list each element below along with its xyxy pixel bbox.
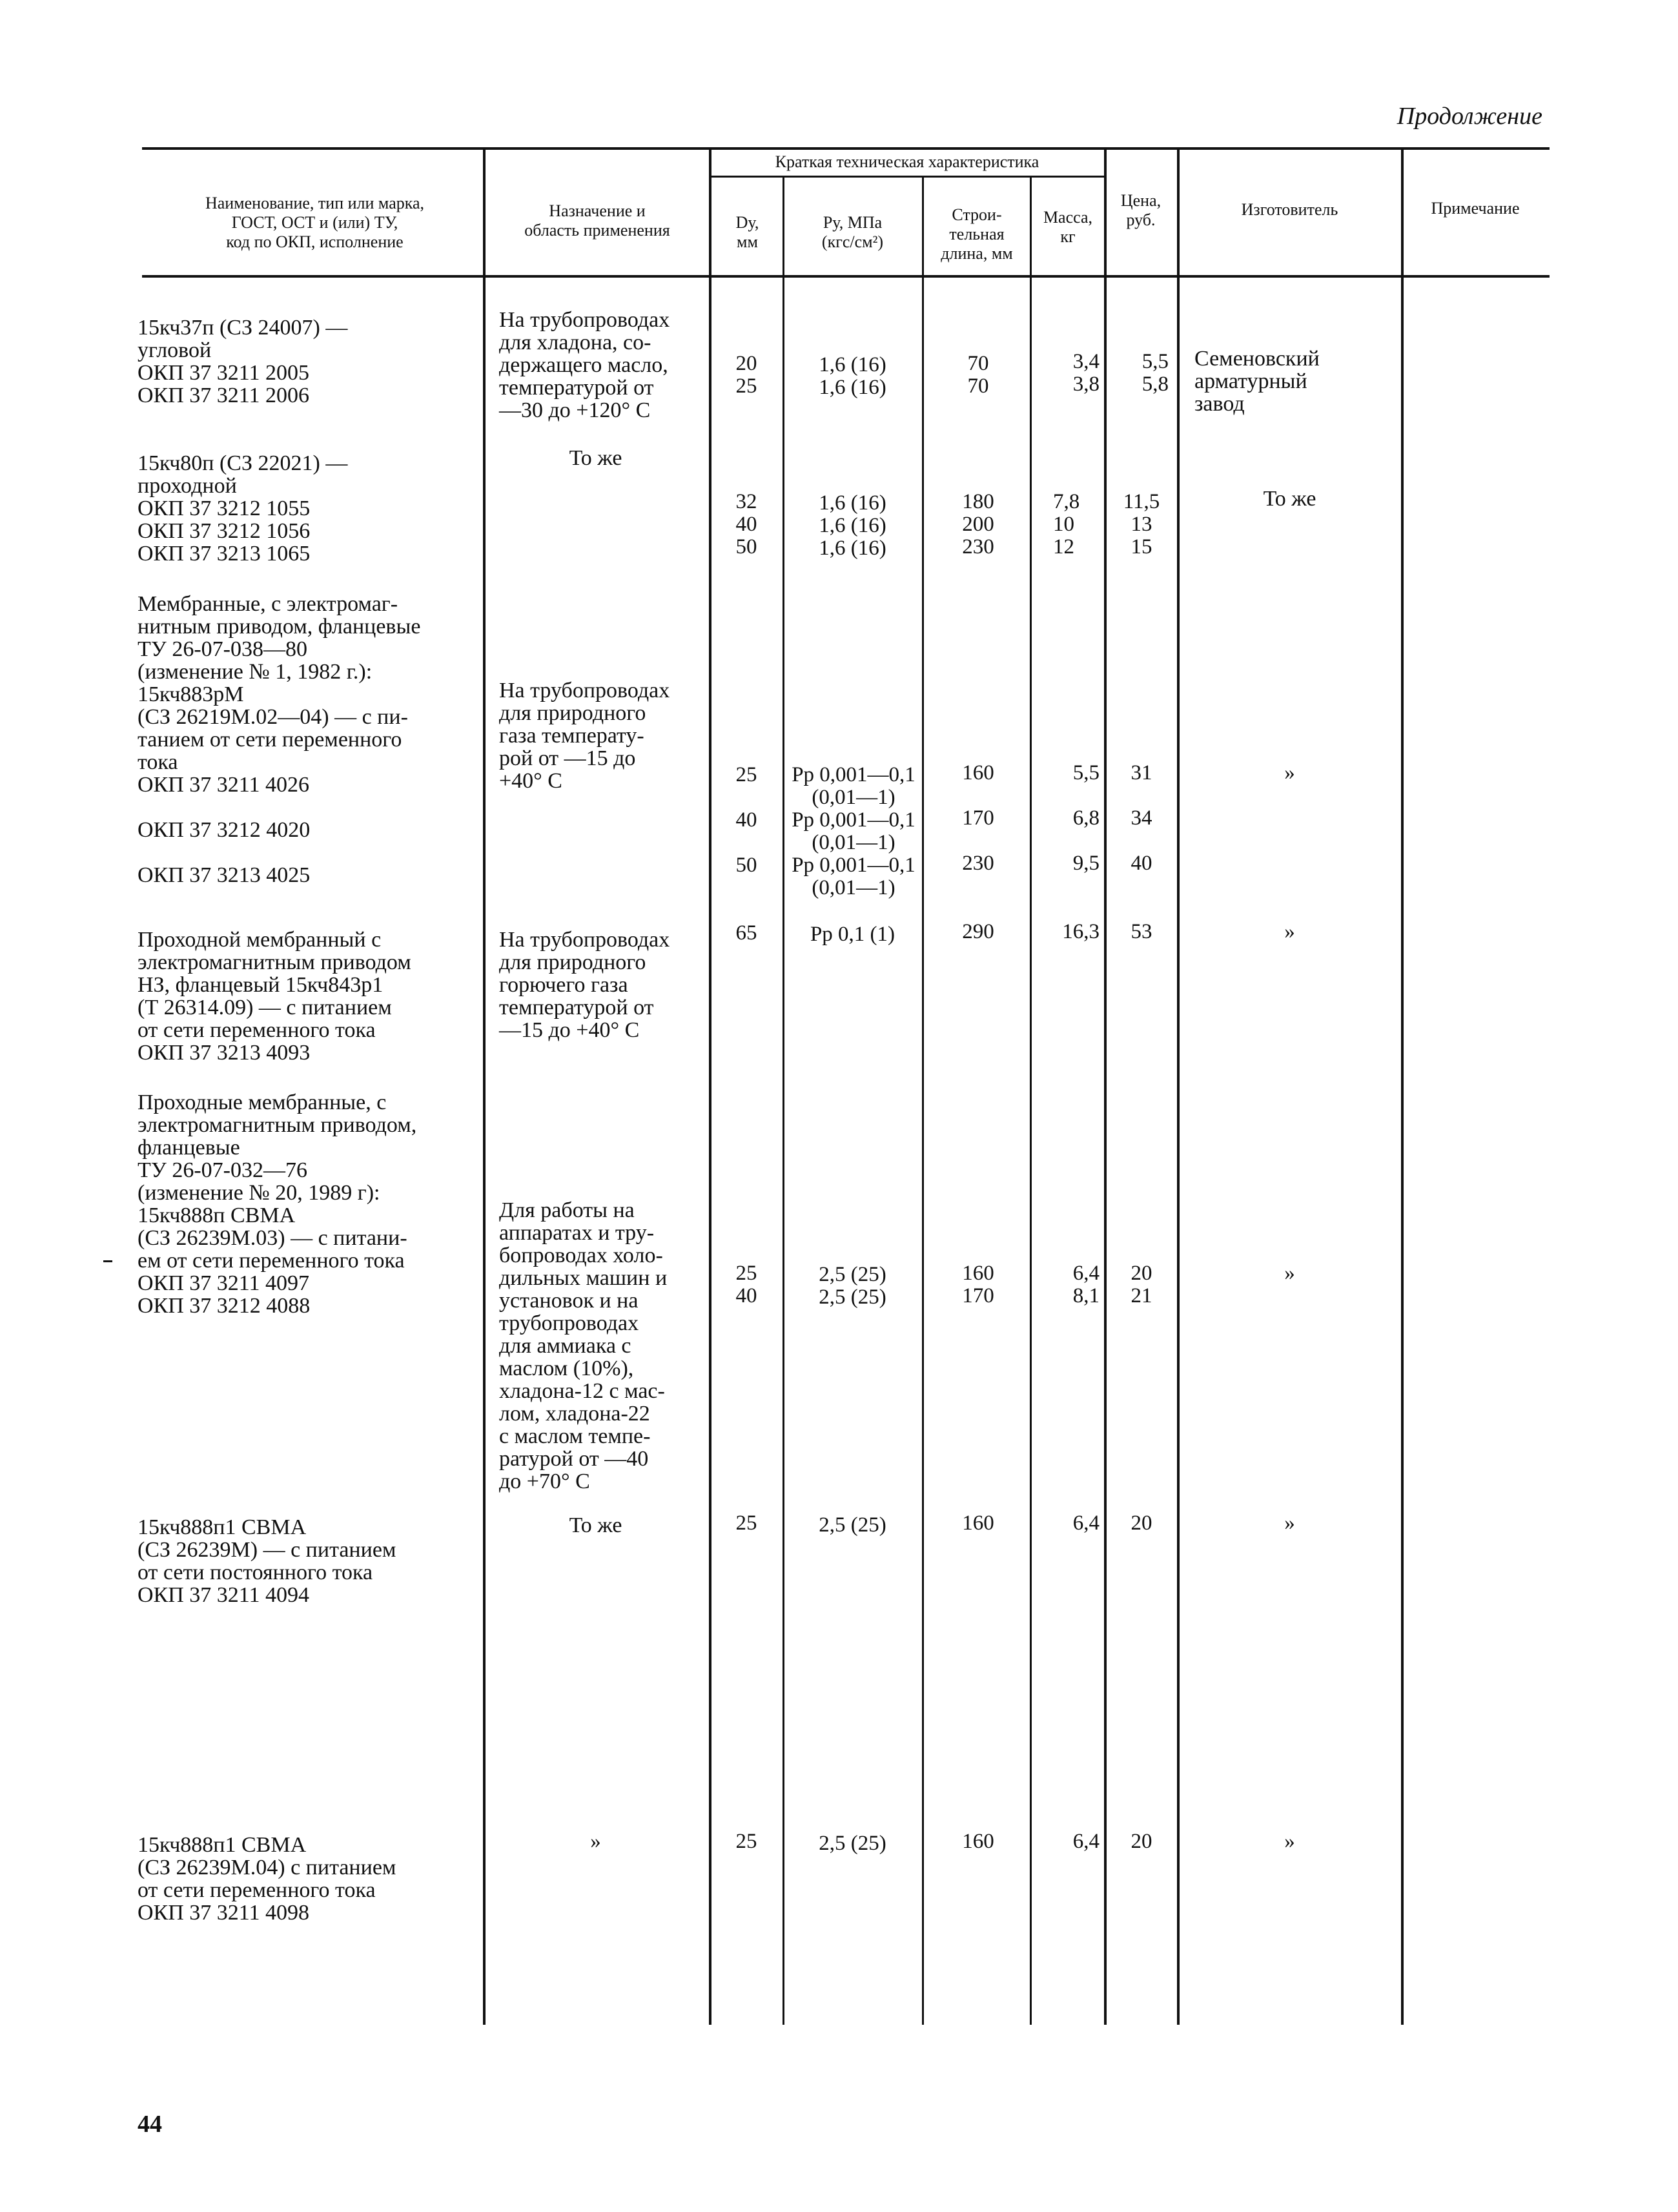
row-5-purpose: То же [569,1513,622,1537]
row-3-name: Проходной мембранный с электромагнитным приводом НЗ, фланцевый 15кч843р1 (Т 26314.09) — с питанием от сети переменного тока ОКП 37 3213 4093 [138,928,411,1065]
row-2-py: Pр 0,001—0,1 (0,01—1) Pр 0,001—0,1 (0,01—1) Pр 0,001—0,1 (0,01—1) [792,763,916,899]
row-3-dy: 65 [735,921,757,945]
col-divider-7 [1177,147,1180,2025]
table-top-rule [142,147,1550,150]
row-2-purpose: На трубопроводах для природного газа температу- рой от —15 до +40° С [499,679,670,793]
row-5-py: 2,5 (25) [819,1513,886,1537]
row-5-maker: » [1284,1511,1295,1535]
row-6-mass: 6,4 [1072,1830,1100,1853]
tech-group-rule [710,176,1105,178]
row-1-py: 1,6 (16) 1,6 (16) 1,6 (16) [819,491,886,560]
continuation-label: Продолжение [1397,103,1542,130]
row-0-mass: 3,4 3,8 [1072,350,1100,396]
row-4-dy: 25 40 [735,1262,757,1307]
header-purpose: Назначение и область применения [524,201,670,240]
row-2-name: Мембранные, с электромаг- нитным приводом, фланцевые ТУ 26-07-038—80 (изменение № 1, 1982 г.): 15кч883рМ (СЗ 26219М.02—04) — с пи- танием от сети переменного тока ОКП 37 3211 4026 ОКП 37 3212 4020 ОКП 37 3213 4025 [138,592,421,887]
row-0-dy: 20 25 [735,352,757,398]
col-divider-8 [1401,147,1404,2025]
row-0-price: 5,5 5,8 [1141,350,1169,396]
col-divider-2 [709,147,711,2025]
page-number: 44 [138,2111,162,2138]
row-2-dy: 25 40 50 [735,763,757,877]
row-6-maker: » [1284,1830,1295,1853]
row-3-purpose: На трубопроводах для природного горючего газа температурой от —15 до +40° С [499,928,670,1042]
row-6-name: 15кч888п1 СВМА (СЗ 26239М.04) с питанием от сети переменного тока ОКП 37 3211 4098 [138,1833,396,1925]
col-divider-6 [1104,147,1107,2025]
row-1-purpose: То же [569,446,622,470]
row-5-name: 15кч888п1 СВМА (СЗ 26239М) — с питанием от сети постоянного тока ОКП 37 3211 4094 [138,1515,396,1607]
row-3-py: Pр 0,1 (1) [810,923,895,946]
row-5-length: 160 [962,1511,994,1535]
header-price: Цена, руб. [1120,191,1161,229]
row-3-maker: » [1284,920,1295,943]
row-4-py: 2,5 (25) 2,5 (25) [819,1263,886,1309]
row-4-maker: » [1284,1262,1295,1285]
row-1-mass: 7,8 10 12 [1053,490,1080,558]
header-length: Строи- тельная длина, мм [941,205,1013,263]
row-2-mass: 5,5 6,8 9,5 [1072,761,1100,875]
row-6-purpose: » [590,1830,601,1853]
row-2-maker: » [1284,761,1295,784]
row-4-length: 160 170 [962,1262,994,1307]
col-divider-5 [1030,176,1032,2025]
row-0-name: 15кч37п (СЗ 24007) — угловой ОКП 37 3211 2005 ОКП 37 3211 2006 [138,316,348,407]
header-bottom-rule [142,275,1550,278]
row-4-mass: 6,4 8,1 [1072,1262,1100,1307]
row-1-dy: 32 40 50 [735,490,757,558]
row-3-mass: 16,3 [1062,920,1100,943]
col-divider-3 [783,176,784,2025]
row-1-price: 11,5 13 15 [1123,490,1160,558]
row-1-length: 180 200 230 [962,490,994,558]
row-4-purpose: Для работы на аппаратах и тру- бопроводах холо- дильных машин и установок и на трубопроводах для аммиака с маслом (10%), хладона-12 с мас- лом, хладона-22 с маслом темпе- ратурой от —40 до +70° С [499,1198,668,1493]
header-mass: Масса, кг [1043,208,1093,246]
row-0-maker: Семеновский арматурный завод [1194,347,1320,416]
row-0-length: 70 70 [967,352,989,398]
header-maker: Изготовитель [1241,200,1338,219]
row-3-price: 53 [1131,920,1152,943]
row-4-name: Проходные мембранные, с электромагнитным приводом, фланцевые ТУ 26-07-032—76 (изменение № 20, 1989 г): 15кч888п СВМА (СЗ 26239М.03) — с питани- ем от сети переменного тока ОКП 37 3211 4097 ОКП 37 3212 4088 [138,1091,417,1318]
row-5-mass: 6,4 [1072,1511,1100,1535]
margin-mark [103,1260,112,1262]
row-6-dy: 25 [735,1830,757,1853]
row-1-maker: То же [1263,487,1316,511]
header-py: Pу, МПа (кгс/см²) [821,213,884,251]
row-5-price: 20 [1131,1511,1152,1535]
row-1-name: 15кч80п (СЗ 22021) — проходной ОКП 37 3212 1055 ОКП 37 3212 1056 ОКП 37 3213 1065 [138,451,348,566]
row-6-length: 160 [962,1830,994,1853]
row-4-price: 20 21 [1131,1262,1152,1307]
header-name: Наименование, тип или марка, ГОСТ, ОСТ и (или) ТУ, код по ОКП, исполнение [205,194,425,251]
header-tech-group: Краткая техническая характеристика [775,152,1039,171]
row-0-purpose: На трубопроводах для хладона, со- держащего масло, температурой от —30 до +120° С [499,308,670,422]
row-3-length: 290 [962,920,994,943]
col-divider-1 [483,147,486,2025]
row-0-py: 1,6 (16) 1,6 (16) [819,353,886,399]
col-divider-4 [922,176,924,2025]
row-2-length: 160 170 230 [962,761,994,875]
header-dy: Dу, мм [735,213,759,251]
row-2-price: 31 34 40 [1131,761,1152,875]
row-5-dy: 25 [735,1511,757,1535]
row-6-py: 2,5 (25) [819,1832,886,1855]
row-6-price: 20 [1131,1830,1152,1853]
header-note: Примечание [1431,199,1520,218]
